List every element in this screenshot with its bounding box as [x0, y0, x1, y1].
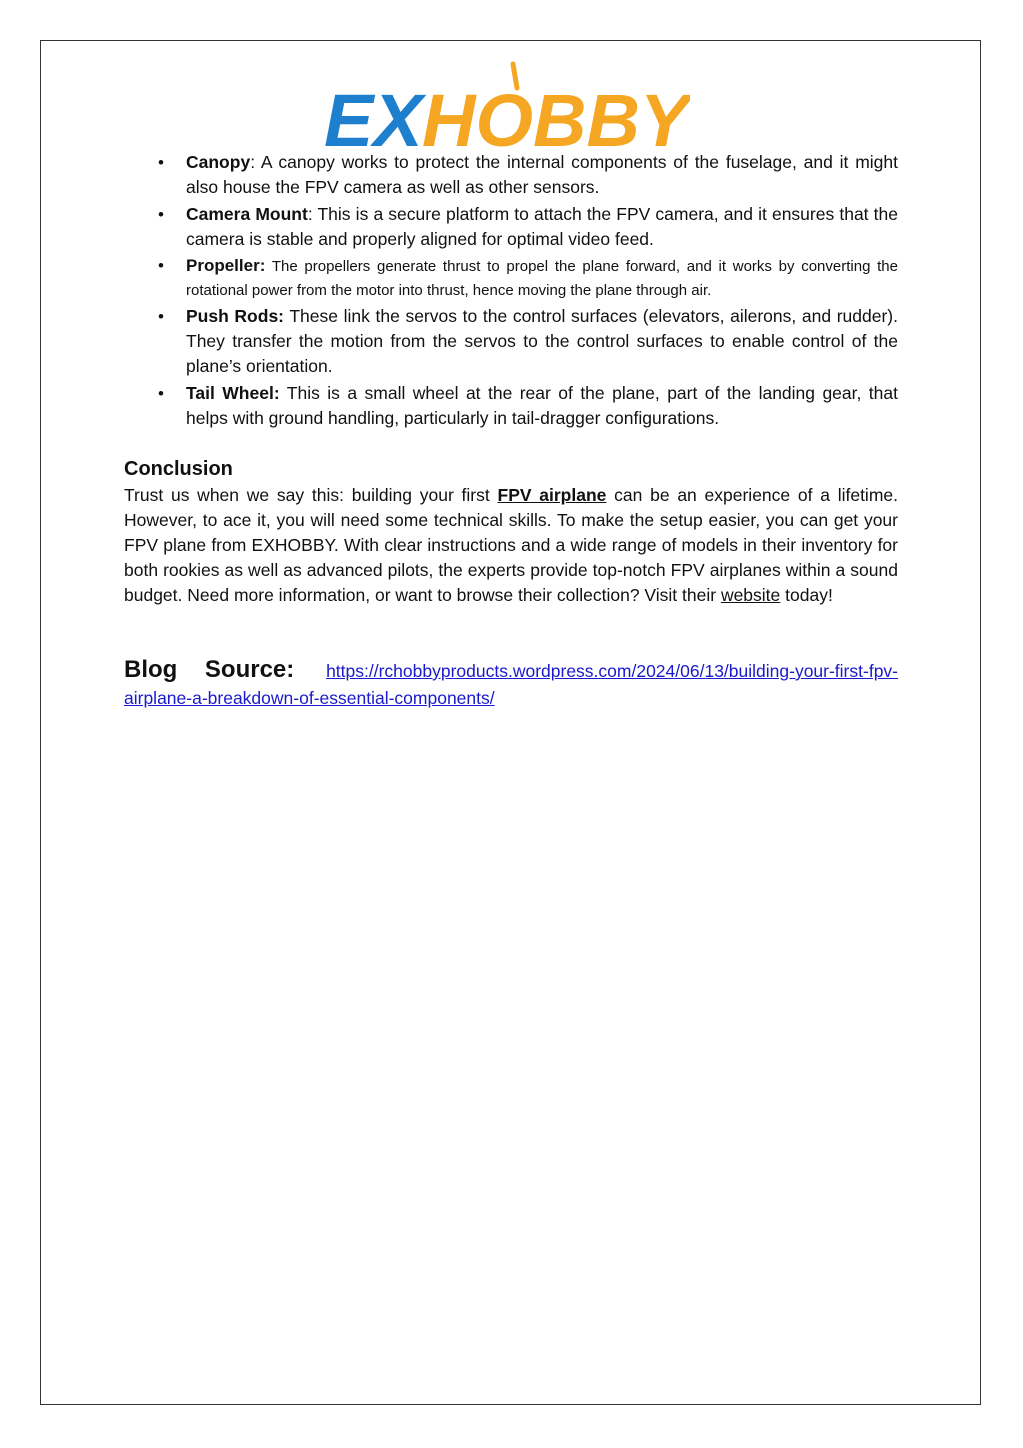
blog-source-link[interactable]: https://rchobbyproducts.wordpress.com/2024/06/13/building-your-first-fpv-airplane-a-breakdown-of-essential-components/	[124, 661, 898, 708]
logo-text-hobby: HOBBY	[422, 79, 690, 152]
component-list	[124, 150, 898, 431]
list-item: • Canopy: A canopy works to protect the internal components of the fuselage, and it might also house the FPV camera as well as other sensors.	[158, 152, 898, 197]
conclusion-paragraph: Trust us when we say this: building your first FPV airplane can be an experience of a lifetime. However, to ace it, you will need some technical skills. To make the setup easier, you can get your FPV plane from EXHOBBY. With clear instructions and a wide range of models in their inventory for both rookies as well as advanced pilots, the experts provide top-notch FPV airplanes within a sound budget. Need more information, or want to browse their collection? Visit their website today!	[124, 485, 898, 605]
website-link[interactable]: website	[720, 585, 781, 605]
list-item: • Camera Mount: This is a secure platform to attach the FPV camera, and it ensures that the camera is stable and properly aligned for optimal video feed.	[158, 204, 898, 249]
blog-source-label: Blog Source:	[124, 656, 295, 683]
bullet-dot: •	[158, 153, 164, 172]
item-text: A canopy works to protect the internal components of the fuselage, and it might also house the FPV camera as well as other sensors.	[186, 152, 898, 197]
term-push-rods: Push Rods:	[186, 306, 284, 326]
term-propeller: Propeller:	[186, 256, 266, 275]
term-canopy: Canopy	[186, 152, 251, 172]
exhobby-logo	[322, 58, 690, 152]
list-item	[124, 254, 898, 302]
bullet-dot: •	[158, 307, 164, 326]
bullet-dot: •	[158, 384, 164, 403]
item-text: The propellers generate thrust to propel the plane forward, and it works by converting the rotational power from the motor into thrust, hence moving the plane through air.	[186, 258, 898, 299]
term-tail-wheel: Tail Wheel:	[186, 383, 280, 403]
fpv-airplane-link[interactable]: FPV airplane	[497, 485, 607, 505]
conclusion-heading: Conclusion	[124, 458, 233, 480]
list-item	[124, 304, 898, 379]
blog-source	[124, 656, 898, 712]
bullet-dot: •	[158, 256, 164, 275]
logo-text-ex: EX	[324, 79, 423, 152]
item-text: This is a small wheel at the rear of the plane, part of the landing gear, that helps with ground handling, particularly in tail-dragger configurations.	[186, 383, 898, 428]
item-text: These link the servos to the control surfaces (elevators, ailerons, and rudder). They transfer the motion from the servos to the control surfaces to enable control of the plane’s orientation.	[186, 306, 898, 376]
item-text: This is a secure platform to attach the FPV camera, and it ensures that the camera is stable and properly aligned for optimal video feed.	[186, 204, 898, 249]
bullet-dot: •	[158, 205, 164, 224]
document-body	[124, 150, 898, 730]
list-item	[124, 381, 898, 431]
term-camera-mount: Camera Mount	[186, 204, 308, 224]
